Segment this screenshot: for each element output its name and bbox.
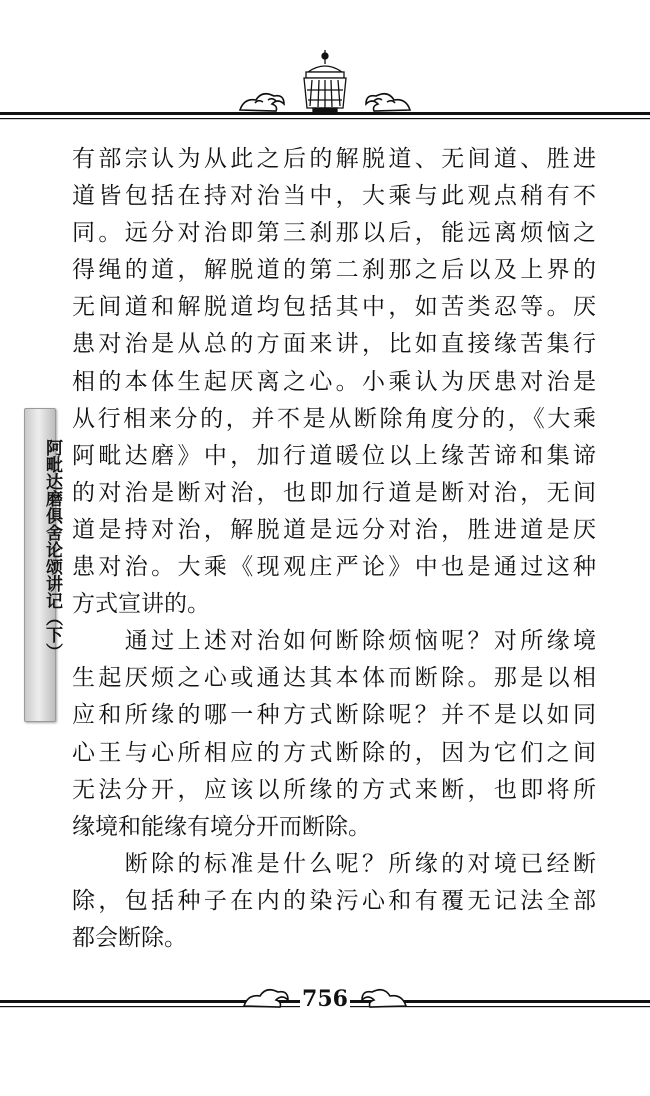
text-line: 缘境和能缘有境分开而断除。 [72, 813, 371, 840]
text-line: 应和所缘的哪一种方式断除呢？并不是以如同 [72, 702, 596, 729]
text-line: 阿毗达磨》中，加行道暖位以上缘苦谛和集谛 [72, 442, 596, 469]
cloud-ornament-left [240, 94, 284, 111]
text-line: 生起厌烦之心或通达其本体而断除。那是以相 [72, 665, 596, 692]
text-line: 除，包括种子在内的染污心和有覆无记法全部 [72, 887, 596, 914]
text-line: 同。远分对治即第三刹那以后，能远离烦恼之 [72, 220, 596, 247]
text-line: 患对治是从总的方面来讲，比如直接缘苦集行 [72, 331, 596, 358]
banner-emblem-icon [304, 50, 346, 113]
text-line: 道皆包括在持对治当中，大乘与此观点稍有不 [72, 183, 596, 210]
text-line: 从行相来分的，并不是从断除角度分的，《大乘 [72, 405, 596, 432]
text-line: 断除的标准是什么呢？所缘的对境已经断 [72, 850, 596, 877]
text-line: 得绳的道，解脱道的第二刹那之后以及上界的 [72, 257, 596, 284]
text-line: 方式宣讲的。 [72, 591, 210, 618]
text-line: 都会断除。 [72, 924, 187, 951]
text-line: 的对治是断对治，也即加行道是断对治，无间 [72, 479, 596, 506]
text-line: 道是持对治，解脱道是远分对治，胜进道是厌 [72, 516, 596, 543]
running-title: 阿毗达磨俱舍论颂讲记（下） [42, 439, 62, 660]
cloud-ornament-right [366, 94, 410, 111]
body-text [72, 141, 596, 957]
header-ornament [0, 50, 650, 130]
text-line: 无法分开，应该以所缘的方式来断，也即将所 [72, 776, 596, 803]
running-title-tab [24, 408, 62, 722]
text-line: 相的本体生起厌离之心。小乘认为厌患对治是 [72, 368, 596, 395]
text-line: 患对治。大乘《现观庄严论》中也是通过这种 [72, 554, 596, 581]
page-number: 756 [302, 986, 348, 1012]
text-line: 有部宗认为从此之后的解脱道、无间道、胜进 [72, 146, 596, 172]
text-line: 通过上述对治如何断除烦恼呢？对所缘境 [72, 628, 596, 655]
text-line: 心王与心所相应的方式断除的，因为它们之间 [72, 739, 596, 766]
text-line: 无间道和解脱道均包括其中，如苦类忍等。厌 [72, 294, 596, 321]
